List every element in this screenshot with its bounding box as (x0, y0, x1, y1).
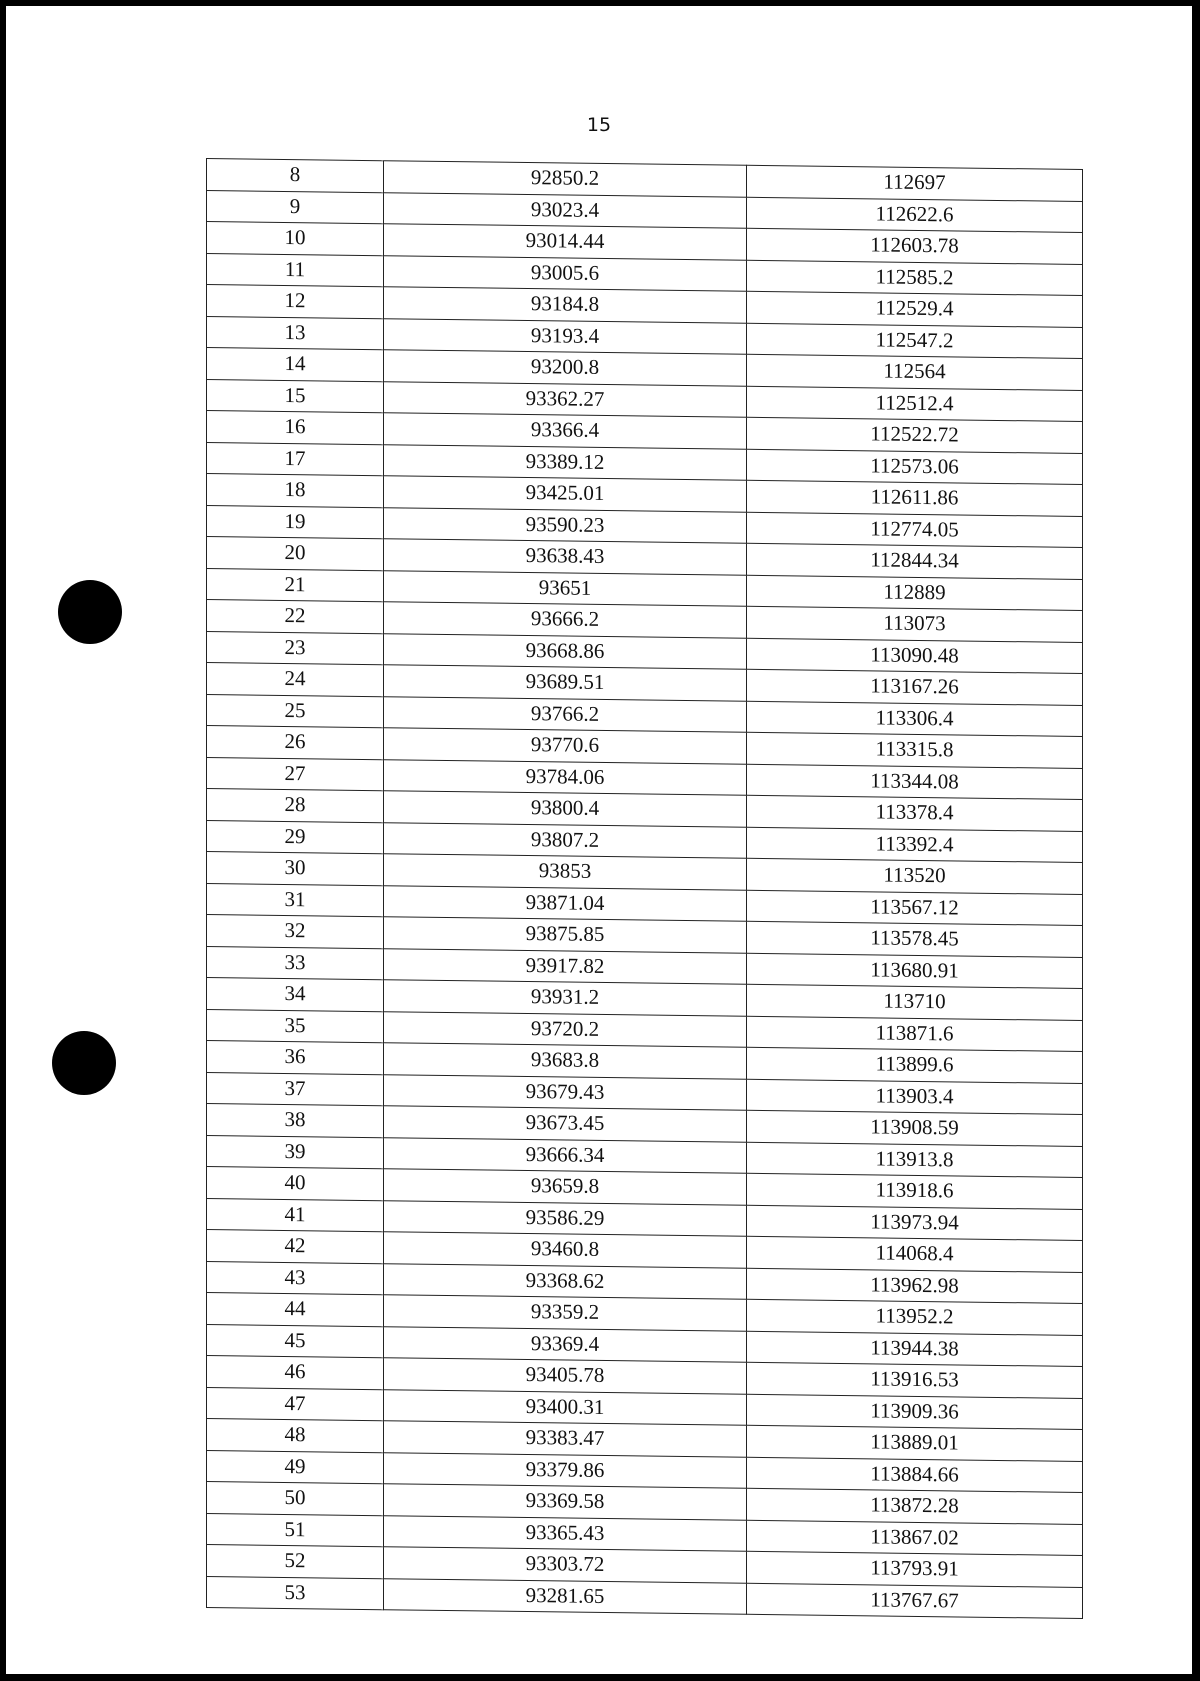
row-index-cell: 38 (207, 1104, 384, 1138)
value-cell-a: 93014.44 (384, 224, 747, 260)
value-cell-a: 93668.86 (384, 633, 747, 669)
value-cell-b: 113867.02 (747, 1520, 1083, 1556)
value-cell-a: 93362.27 (384, 381, 747, 417)
value-cell-b: 113884.66 (747, 1457, 1083, 1493)
row-index-cell: 15 (207, 379, 384, 413)
value-cell-b: 112522.72 (747, 417, 1083, 453)
value-cell-b: 112547.2 (747, 323, 1083, 359)
value-cell-a: 93193.4 (384, 318, 747, 354)
value-cell-b: 113918.6 (747, 1173, 1083, 1209)
value-cell-b: 112564 (747, 354, 1083, 390)
value-cell-a: 93400.31 (384, 1389, 747, 1425)
value-cell-a: 93586.29 (384, 1200, 747, 1236)
value-cell-b: 113952.2 (747, 1299, 1083, 1335)
value-cell-b: 113962.98 (747, 1268, 1083, 1304)
row-index-cell: 31 (207, 883, 384, 917)
value-cell-b: 113973.94 (747, 1205, 1083, 1241)
row-index-cell: 29 (207, 820, 384, 854)
value-cell-b: 113767.67 (747, 1583, 1083, 1619)
row-index-cell: 45 (207, 1324, 384, 1358)
row-index-cell: 27 (207, 757, 384, 791)
value-cell-a: 93369.4 (384, 1326, 747, 1362)
table-sheet (206, 158, 1082, 1613)
row-index-cell: 20 (207, 537, 384, 571)
row-index-cell: 23 (207, 631, 384, 665)
scanned-page (6, 6, 1192, 1674)
value-cell-a: 93023.4 (384, 192, 747, 228)
value-cell-a: 93368.62 (384, 1263, 747, 1299)
value-cell-b: 113871.6 (747, 1016, 1083, 1052)
value-cell-b: 112603.78 (747, 228, 1083, 264)
value-cell-b: 113889.01 (747, 1425, 1083, 1461)
value-cell-a: 93638.43 (384, 539, 747, 575)
value-cell-a: 93369.58 (384, 1484, 747, 1520)
value-cell-a: 93659.8 (384, 1169, 747, 1205)
row-index-cell: 12 (207, 285, 384, 319)
row-index-cell: 10 (207, 222, 384, 256)
value-cell-b: 113872.28 (747, 1488, 1083, 1524)
row-index-cell: 11 (207, 253, 384, 287)
row-index-cell: 53 (207, 1576, 384, 1610)
row-index-cell: 13 (207, 316, 384, 350)
row-index-cell: 17 (207, 442, 384, 476)
value-cell-b: 113520 (747, 858, 1083, 894)
value-cell-a: 93366.4 (384, 413, 747, 449)
value-cell-a: 93379.86 (384, 1452, 747, 1488)
value-cell-a: 93770.6 (384, 728, 747, 764)
value-cell-b: 113916.53 (747, 1362, 1083, 1398)
value-cell-a: 93666.34 (384, 1137, 747, 1173)
row-index-cell: 32 (207, 915, 384, 949)
row-index-cell: 49 (207, 1450, 384, 1484)
value-cell-b: 114068.4 (747, 1236, 1083, 1272)
value-cell-a: 93303.72 (384, 1547, 747, 1583)
value-cell-a: 93784.06 (384, 759, 747, 795)
value-cell-a: 93590.23 (384, 507, 747, 543)
value-cell-a: 93683.8 (384, 1043, 747, 1079)
value-cell-a: 93917.82 (384, 948, 747, 984)
value-cell-a: 93405.78 (384, 1358, 747, 1394)
value-cell-b: 113378.4 (747, 795, 1083, 831)
row-index-cell: 42 (207, 1230, 384, 1264)
value-cell-b: 113793.91 (747, 1551, 1083, 1587)
value-cell-b: 112611.86 (747, 480, 1083, 516)
value-cell-b: 113578.45 (747, 921, 1083, 957)
row-index-cell: 30 (207, 852, 384, 886)
row-index-cell: 39 (207, 1135, 384, 1169)
row-index-cell: 25 (207, 694, 384, 728)
row-index-cell: 9 (207, 190, 384, 224)
value-cell-b: 113899.6 (747, 1047, 1083, 1083)
value-cell-a: 93807.2 (384, 822, 747, 858)
row-index-cell: 47 (207, 1387, 384, 1421)
value-cell-b: 113306.4 (747, 701, 1083, 737)
value-cell-b: 113909.36 (747, 1394, 1083, 1430)
value-cell-b: 113315.8 (747, 732, 1083, 768)
value-cell-a: 93425.01 (384, 476, 747, 512)
value-cell-a: 93666.2 (384, 602, 747, 638)
value-cell-b: 113913.8 (747, 1142, 1083, 1178)
value-cell-a: 93931.2 (384, 980, 747, 1016)
value-cell-a: 93005.6 (384, 255, 747, 291)
value-cell-b: 113167.26 (747, 669, 1083, 705)
value-cell-a: 93766.2 (384, 696, 747, 732)
value-cell-a: 93651 (384, 570, 747, 606)
value-cell-b: 113908.59 (747, 1110, 1083, 1146)
value-cell-a: 93689.51 (384, 665, 747, 701)
value-cell-a: 93389.12 (384, 444, 747, 480)
row-index-cell: 35 (207, 1009, 384, 1043)
row-index-cell: 18 (207, 474, 384, 508)
row-index-cell: 50 (207, 1482, 384, 1516)
value-cell-b: 112529.4 (747, 291, 1083, 327)
row-index-cell: 21 (207, 568, 384, 602)
value-cell-a: 93875.85 (384, 917, 747, 953)
value-cell-a: 93365.43 (384, 1515, 747, 1551)
row-index-cell: 16 (207, 411, 384, 445)
value-cell-a: 93281.65 (384, 1578, 747, 1614)
value-cell-b: 113567.12 (747, 890, 1083, 926)
value-cell-b: 112573.06 (747, 449, 1083, 485)
value-cell-a: 92850.2 (384, 161, 747, 197)
value-cell-b: 113903.4 (747, 1079, 1083, 1115)
value-cell-a: 93184.8 (384, 287, 747, 323)
row-index-cell: 28 (207, 789, 384, 823)
value-cell-a: 93460.8 (384, 1232, 747, 1268)
value-cell-b: 113090.48 (747, 638, 1083, 674)
value-cell-a: 93383.47 (384, 1421, 747, 1457)
value-cell-a: 93853 (384, 854, 747, 890)
value-cell-b: 112512.4 (747, 386, 1083, 422)
value-cell-b: 112889 (747, 575, 1083, 611)
row-index-cell: 34 (207, 978, 384, 1012)
value-cell-b: 112774.05 (747, 512, 1083, 548)
value-cell-b: 113944.38 (747, 1331, 1083, 1367)
value-cell-b: 112697 (747, 165, 1083, 201)
row-index-cell: 37 (207, 1072, 384, 1106)
row-index-cell: 51 (207, 1513, 384, 1547)
row-index-cell: 24 (207, 663, 384, 697)
row-index-cell: 41 (207, 1198, 384, 1232)
row-index-cell: 19 (207, 505, 384, 539)
table-body (207, 159, 1083, 1619)
value-cell-a: 93720.2 (384, 1011, 747, 1047)
punch-hole-mark (52, 1031, 116, 1095)
value-cell-b: 113344.08 (747, 764, 1083, 800)
row-index-cell: 52 (207, 1545, 384, 1579)
value-cell-a: 93673.45 (384, 1106, 747, 1142)
value-cell-a: 93679.43 (384, 1074, 747, 1110)
value-cell-b: 113680.91 (747, 953, 1083, 989)
value-cell-b: 112844.34 (747, 543, 1083, 579)
value-cell-b: 112622.6 (747, 197, 1083, 233)
row-index-cell: 8 (207, 159, 384, 193)
value-cell-a: 93800.4 (384, 791, 747, 827)
value-cell-a: 93200.8 (384, 350, 747, 386)
value-cell-b: 113710 (747, 984, 1083, 1020)
value-cell-b: 113392.4 (747, 827, 1083, 863)
row-index-cell: 22 (207, 600, 384, 634)
row-index-cell: 33 (207, 946, 384, 980)
row-index-cell: 36 (207, 1041, 384, 1075)
value-cell-b: 113073 (747, 606, 1083, 642)
row-index-cell: 46 (207, 1356, 384, 1390)
row-index-cell: 48 (207, 1419, 384, 1453)
row-index-cell: 40 (207, 1167, 384, 1201)
value-cell-a: 93871.04 (384, 885, 747, 921)
punch-hole-mark (58, 580, 122, 644)
data-table (206, 158, 1083, 1619)
row-index-cell: 44 (207, 1293, 384, 1327)
value-cell-b: 112585.2 (747, 260, 1083, 296)
row-index-cell: 43 (207, 1261, 384, 1295)
value-cell-a: 93359.2 (384, 1295, 747, 1331)
row-index-cell: 14 (207, 348, 384, 382)
page-number: 15 (586, 114, 612, 136)
row-index-cell: 26 (207, 726, 384, 760)
